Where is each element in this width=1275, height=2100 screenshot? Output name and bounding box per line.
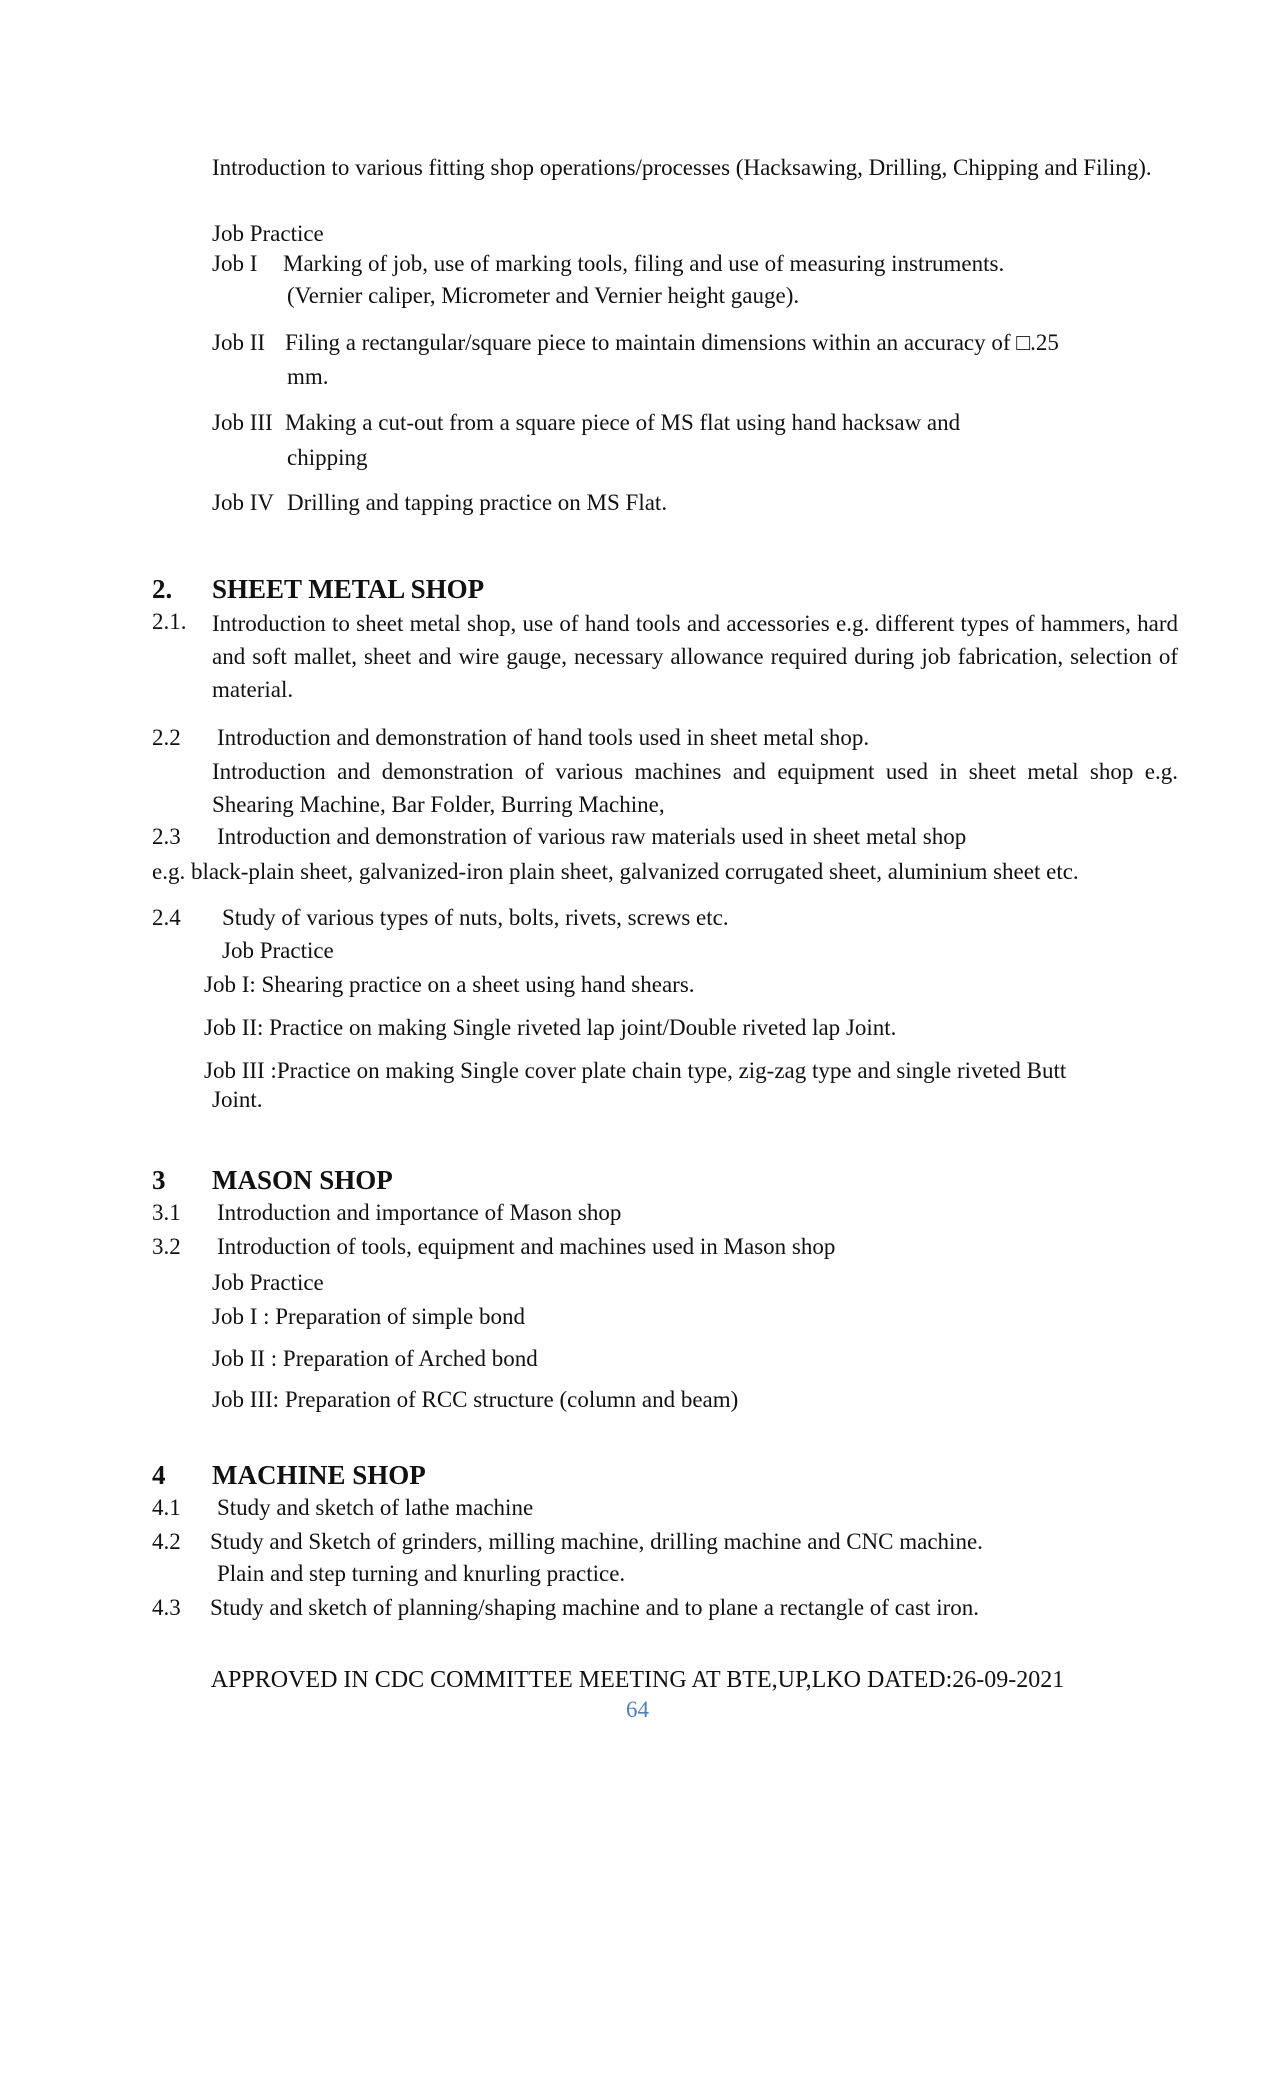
intro-job-1-label: Job I [212, 251, 258, 276]
item-3-2-text: Introduction of tools, equipment and machines used in Mason shop [217, 1234, 836, 1259]
item-2-2-text: Introduction and demonstration of hand tools used in sheet metal shop. [217, 725, 870, 750]
intro-job-4-label: Job IV [212, 490, 274, 515]
section-3-job-1: Job I : Preparation of simple bond [212, 1304, 526, 1329]
section-2-job-practice: Job Practice [222, 938, 334, 963]
section-2-number: 2. [152, 574, 173, 604]
intro-job-3-text: Making a cut-out from a square piece of MS flat using hand hacksaw and [285, 410, 961, 435]
section-3-job-practice: Job Practice [212, 1270, 324, 1295]
section-3-job-2: Job II : Preparation of Arched bond [212, 1346, 538, 1371]
item-2-4-number: 2.4 [152, 905, 181, 930]
item-3-1-text: Introduction and importance of Mason shop [217, 1200, 622, 1225]
intro-job-2-text: Filing a rectangular/square piece to maintain dimensions within an accuracy of □.25 [285, 330, 1059, 355]
item-3-2-number: 3.2 [152, 1234, 181, 1259]
item-2-3-number: 2.3 [152, 824, 181, 849]
item-2-3-text: Introduction and demonstration of various raw materials used in sheet metal shop [217, 824, 967, 849]
item-4-3-text: Study and sketch of planning/shaping machine and to plane a rectangle of cast iron. [210, 1595, 979, 1620]
item-2-2-extra: Introduction and demonstration of various machines and equipment used in sheet metal shop e.g. Shearing Machine, Bar Folder, Burring Machine, [212, 759, 1178, 817]
section-3-title: MASON SHOP [212, 1165, 393, 1195]
item-4-1-text: Study and sketch of lathe machine [217, 1495, 534, 1520]
item-3-1-number: 3.1 [152, 1200, 181, 1225]
item-4-3-number: 4.3 [152, 1595, 181, 1620]
section-4-number: 4 [152, 1460, 166, 1490]
intro-job-3-cont: chipping [287, 445, 368, 470]
item-2-3-extra: e.g. black-plain sheet, galvanized-iron plain sheet, galvanized corrugated sheet, aluminium sheet etc. [152, 859, 1079, 884]
item-2-1-number: 2.1. [152, 609, 187, 634]
item-4-2-number: 4.2 [152, 1529, 181, 1554]
section-2-job-2: Job II: Practice on making Single riveted lap joint/Double riveted lap Joint. [204, 1015, 897, 1040]
item-4-2-text: Study and Sketch of grinders, milling machine, drilling machine and CNC machine. [210, 1529, 983, 1554]
section-2-job-1: Job I: Shearing practice on a sheet using hand shears. [204, 972, 695, 997]
intro-paragraph: Introduction to various fitting shop operations/processes (Hacksawing, Drilling, Chipping and Filing). [212, 155, 1152, 180]
intro-job-2-cont: mm. [287, 364, 329, 389]
intro-job-4-text: Drilling and tapping practice on MS Flat. [287, 490, 668, 515]
intro-job-3-label: Job III [212, 410, 273, 435]
intro-job-practice: Job Practice [212, 221, 324, 246]
section-2-title: SHEET METAL SHOP [212, 574, 485, 604]
section-3-job-3: Job III: Preparation of RCC structure (column and beam) [212, 1387, 739, 1412]
item-2-1-text: Introduction to sheet metal shop, use of hand tools and accessories e.g. different types of hammers, hard and soft mallet, sheet and wire gauge, necessary allowance required during job fabrication, selection of material. [212, 611, 1178, 702]
item-2-2-number: 2.2 [152, 725, 181, 750]
section-2-job-3-cont: Joint. [212, 1087, 263, 1112]
item-4-1-number: 4.1 [152, 1495, 181, 1520]
intro-job-1-text: Marking of job, use of marking tools, filing and use of measuring instruments. [283, 251, 1005, 276]
page-number: 64 [626, 1697, 649, 1722]
intro-job-2-label: Job II [212, 330, 266, 355]
section-4-title: MACHINE SHOP [212, 1460, 426, 1490]
intro-job-1-cont: (Vernier caliper, Micrometer and Vernier height gauge). [287, 283, 800, 308]
section-2-job-3: Job III :Practice on making Single cover plate chain type, zig-zag type and single riveted Butt [204, 1058, 1067, 1083]
item-2-4-text: Study of various types of nuts, bolts, rivets, screws etc. [222, 905, 729, 930]
approval-footer: APPROVED IN CDC COMMITTEE MEETING AT BTE,UP,LKO DATED:26-09-2021 [210, 1667, 1065, 1693]
section-3-number: 3 [152, 1165, 166, 1195]
item-4-2-extra: Plain and step turning and knurling practice. [217, 1561, 626, 1586]
